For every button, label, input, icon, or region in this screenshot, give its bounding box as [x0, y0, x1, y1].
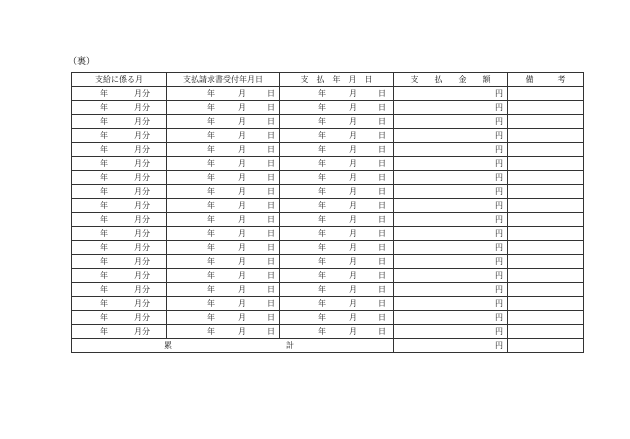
cell-receipt-date: [167, 101, 280, 115]
month-label: 月: [238, 159, 246, 168]
yen-label: 円: [495, 145, 503, 154]
cell-payment-date: [280, 283, 394, 297]
cell-payment-month: [72, 283, 167, 297]
day-label: 日: [267, 103, 275, 112]
year-label: 年: [207, 257, 215, 266]
month-label: 月: [349, 243, 357, 252]
month-portion-label: 月分: [134, 229, 150, 238]
day-label: 日: [378, 215, 386, 224]
year-label: 年: [207, 285, 215, 294]
cell-payment-date: [280, 325, 394, 339]
month-portion-label: 月分: [134, 145, 150, 154]
day-label: 日: [267, 313, 275, 322]
day-label: 日: [378, 173, 386, 182]
total-row: [72, 339, 584, 353]
month-label: 月: [349, 313, 357, 322]
cell-receipt-date: [167, 283, 280, 297]
month-label: 月: [238, 285, 246, 294]
month-label: 月: [238, 299, 246, 308]
cell-payment-month: [72, 101, 167, 115]
day-label: 日: [378, 187, 386, 196]
table-row: [72, 269, 584, 283]
day-label: 日: [378, 327, 386, 336]
year-label: 年: [318, 89, 326, 98]
header-row: [72, 73, 584, 87]
day-label: 日: [267, 201, 275, 210]
cell-amount: [394, 129, 508, 143]
cell-payment-date: [280, 311, 394, 325]
cell-payment-date: [280, 115, 394, 129]
cell-payment-month: [72, 171, 167, 185]
month-label: 月: [349, 285, 357, 294]
cell-remarks: [508, 297, 584, 311]
year-label: 年: [207, 117, 215, 126]
cell-remarks: [508, 213, 584, 227]
cell-payment-date: [280, 255, 394, 269]
month-label: 月: [238, 187, 246, 196]
year-label: 年: [207, 145, 215, 154]
cell-remarks: [508, 87, 584, 101]
month-portion-label: 月分: [134, 201, 150, 210]
header-receipt-date: 支払請求書受付年月日: [167, 73, 280, 87]
cell-receipt-date: [167, 227, 280, 241]
cell-remarks: [508, 101, 584, 115]
cell-receipt-date: [167, 185, 280, 199]
cell-remarks: [508, 325, 584, 339]
table-row: [72, 241, 584, 255]
day-label: 日: [267, 159, 275, 168]
table-row: [72, 213, 584, 227]
cell-payment-date: [280, 199, 394, 213]
day-label: 日: [267, 173, 275, 182]
year-label: 年: [318, 201, 326, 210]
table-row: [72, 101, 584, 115]
day-label: 日: [267, 285, 275, 294]
yen-label: 円: [495, 201, 503, 210]
table-row: [72, 255, 584, 269]
month-portion-label: 月分: [134, 131, 150, 140]
year-label: 年: [207, 243, 215, 252]
month-portion-label: 月分: [134, 257, 150, 266]
year-label: 年: [100, 173, 108, 182]
year-label: 年: [207, 327, 215, 336]
cell-remarks: [508, 115, 584, 129]
month-portion-label: 月分: [134, 173, 150, 182]
cell-remarks: [508, 199, 584, 213]
year-label: 年: [207, 159, 215, 168]
month-label: 月: [349, 159, 357, 168]
year-label: 年: [100, 103, 108, 112]
year-label: 年: [318, 131, 326, 140]
year-label: 年: [100, 299, 108, 308]
cell-payment-date: [280, 171, 394, 185]
yen-label: 円: [495, 89, 503, 98]
cell-amount: [394, 157, 508, 171]
day-label: 日: [267, 89, 275, 98]
month-portion-label: 月分: [134, 299, 150, 308]
year-label: 年: [318, 159, 326, 168]
yen-label: 円: [495, 299, 503, 308]
day-label: 日: [378, 159, 386, 168]
month-portion-label: 月分: [134, 285, 150, 294]
year-label: 年: [100, 243, 108, 252]
month-label: 月: [238, 215, 246, 224]
cell-payment-date: [280, 143, 394, 157]
year-label: 年: [100, 285, 108, 294]
year-label: 年: [318, 229, 326, 238]
month-portion-label: 月分: [134, 89, 150, 98]
yen-label: 円: [495, 327, 503, 336]
year-label: 年: [207, 271, 215, 280]
cell-receipt-date: [167, 87, 280, 101]
cell-amount: [394, 143, 508, 157]
month-label: 月: [238, 145, 246, 154]
month-portion-label: 月分: [134, 103, 150, 112]
cell-receipt-date: [167, 171, 280, 185]
yen-label: 円: [495, 243, 503, 252]
month-label: 月: [238, 313, 246, 322]
month-label: 月: [238, 103, 246, 112]
table-row: [72, 157, 584, 171]
year-label: 年: [100, 271, 108, 280]
month-portion-label: 月分: [134, 271, 150, 280]
yen-label: 円: [495, 215, 503, 224]
cell-remarks: [508, 157, 584, 171]
day-label: 日: [267, 187, 275, 196]
year-label: 年: [318, 271, 326, 280]
cell-total-label: [72, 339, 394, 353]
cell-receipt-date: [167, 241, 280, 255]
cell-receipt-date: [167, 255, 280, 269]
cell-payment-month: [72, 129, 167, 143]
month-label: 月: [349, 187, 357, 196]
cell-receipt-date: [167, 269, 280, 283]
header-payment-date: 支 払 年 月 日: [280, 73, 394, 87]
day-label: 日: [267, 327, 275, 336]
year-label: 年: [318, 173, 326, 182]
year-label: 年: [207, 313, 215, 322]
table-row: [72, 283, 584, 297]
cell-payment-date: [280, 129, 394, 143]
cell-total-remarks: [508, 339, 584, 353]
month-label: 月: [349, 117, 357, 126]
cell-payment-month: [72, 269, 167, 283]
cell-receipt-date: [167, 143, 280, 157]
header-remarks: 備 考: [508, 73, 584, 87]
cell-amount: [394, 227, 508, 241]
year-label: 年: [100, 117, 108, 126]
month-label: 月: [349, 271, 357, 280]
day-label: 日: [267, 117, 275, 126]
year-label: 年: [207, 299, 215, 308]
year-label: 年: [207, 201, 215, 210]
cell-remarks: [508, 311, 584, 325]
day-label: 日: [378, 243, 386, 252]
cell-amount: [394, 325, 508, 339]
year-label: 年: [207, 131, 215, 140]
cell-remarks: [508, 185, 584, 199]
day-label: 日: [267, 271, 275, 280]
year-label: 年: [207, 103, 215, 112]
yen-label: 円: [495, 257, 503, 266]
month-label: 月: [238, 117, 246, 126]
table-row: [72, 185, 584, 199]
day-label: 日: [378, 285, 386, 294]
table-row: [72, 171, 584, 185]
cell-payment-month: [72, 199, 167, 213]
month-label: 月: [349, 103, 357, 112]
cell-amount: [394, 311, 508, 325]
cell-remarks: [508, 143, 584, 157]
year-label: 年: [207, 187, 215, 196]
month-label: 月: [349, 215, 357, 224]
day-label: 日: [378, 103, 386, 112]
month-portion-label: 月分: [134, 327, 150, 336]
year-label: 年: [100, 159, 108, 168]
year-label: 年: [318, 285, 326, 294]
year-label: 年: [100, 145, 108, 154]
cell-payment-month: [72, 115, 167, 129]
cell-amount: [394, 269, 508, 283]
month-label: 月: [349, 201, 357, 210]
table-row: [72, 199, 584, 213]
cell-payment-date: [280, 101, 394, 115]
cell-payment-month: [72, 255, 167, 269]
cell-payment-date: [280, 241, 394, 255]
total-label-right: 計: [286, 341, 294, 350]
cell-payment-month: [72, 87, 167, 101]
table-row: [72, 143, 584, 157]
cell-remarks: [508, 241, 584, 255]
year-label: 年: [100, 201, 108, 210]
day-label: 日: [378, 229, 386, 238]
month-label: 月: [349, 145, 357, 154]
month-portion-label: 月分: [134, 117, 150, 126]
cell-remarks: [508, 171, 584, 185]
cell-payment-month: [72, 185, 167, 199]
table-row: [72, 325, 584, 339]
day-label: 日: [267, 215, 275, 224]
table-row: [72, 311, 584, 325]
day-label: 日: [378, 257, 386, 266]
header-payment-month: 支給に係る月: [72, 73, 167, 87]
cell-amount: [394, 87, 508, 101]
month-label: 月: [238, 201, 246, 210]
cell-payment-date: [280, 87, 394, 101]
cell-remarks: [508, 255, 584, 269]
month-portion-label: 月分: [134, 243, 150, 252]
year-label: 年: [318, 145, 326, 154]
cell-remarks: [508, 227, 584, 241]
year-label: 年: [318, 243, 326, 252]
year-label: 年: [318, 103, 326, 112]
day-label: 日: [378, 299, 386, 308]
year-label: 年: [318, 215, 326, 224]
cell-receipt-date: [167, 297, 280, 311]
month-label: 月: [238, 173, 246, 182]
cell-amount: [394, 297, 508, 311]
cell-payment-month: [72, 143, 167, 157]
ledger-body: [72, 87, 584, 353]
month-label: 月: [349, 131, 357, 140]
month-label: 月: [238, 229, 246, 238]
year-label: 年: [318, 327, 326, 336]
day-label: 日: [378, 131, 386, 140]
day-label: 日: [267, 257, 275, 266]
cell-total-amount: [394, 339, 508, 353]
cell-receipt-date: [167, 311, 280, 325]
table-row: [72, 227, 584, 241]
year-label: 年: [207, 229, 215, 238]
year-label: 年: [100, 257, 108, 266]
cell-amount: [394, 171, 508, 185]
table-row: [72, 297, 584, 311]
day-label: 日: [267, 299, 275, 308]
yen-label: 円: [495, 229, 503, 238]
cell-receipt-date: [167, 325, 280, 339]
year-label: 年: [100, 187, 108, 196]
day-label: 日: [378, 89, 386, 98]
year-label: 年: [318, 117, 326, 126]
cell-payment-month: [72, 241, 167, 255]
day-label: 日: [378, 117, 386, 126]
cell-amount: [394, 101, 508, 115]
year-label: 年: [100, 215, 108, 224]
cell-payment-date: [280, 297, 394, 311]
cell-receipt-date: [167, 115, 280, 129]
year-label: 年: [207, 173, 215, 182]
day-label: 日: [267, 229, 275, 238]
yen-label: 円: [495, 117, 503, 126]
cell-amount: [394, 199, 508, 213]
yen-label: 円: [495, 271, 503, 280]
cell-payment-date: [280, 269, 394, 283]
year-label: 年: [100, 229, 108, 238]
month-label: 月: [238, 327, 246, 336]
year-label: 年: [318, 187, 326, 196]
yen-label: 円: [495, 285, 503, 294]
cell-payment-month: [72, 297, 167, 311]
year-label: 年: [207, 215, 215, 224]
month-portion-label: 月分: [134, 159, 150, 168]
cell-payment-date: [280, 227, 394, 241]
day-label: 日: [378, 145, 386, 154]
table-row: [72, 115, 584, 129]
cell-remarks: [508, 269, 584, 283]
cell-payment-month: [72, 227, 167, 241]
cell-amount: [394, 115, 508, 129]
cell-payment-date: [280, 157, 394, 171]
year-label: 年: [207, 89, 215, 98]
cell-amount: [394, 241, 508, 255]
cell-receipt-date: [167, 129, 280, 143]
table-row: [72, 87, 584, 101]
year-label: 年: [318, 299, 326, 308]
month-label: 月: [349, 299, 357, 308]
yen-label: 円: [495, 341, 503, 350]
yen-label: 円: [495, 159, 503, 168]
yen-label: 円: [495, 313, 503, 322]
month-portion-label: 月分: [134, 187, 150, 196]
day-label: 日: [267, 145, 275, 154]
cell-receipt-date: [167, 157, 280, 171]
total-label-left: 累: [164, 341, 172, 350]
day-label: 日: [378, 313, 386, 322]
month-label: 月: [238, 243, 246, 252]
cell-amount: [394, 255, 508, 269]
cell-payment-month: [72, 213, 167, 227]
year-label: 年: [100, 131, 108, 140]
day-label: 日: [378, 271, 386, 280]
cell-amount: [394, 283, 508, 297]
year-label: 年: [100, 313, 108, 322]
cell-receipt-date: [167, 199, 280, 213]
year-label: 年: [318, 313, 326, 322]
payment-ledger-table: [71, 72, 584, 353]
year-label: 年: [100, 89, 108, 98]
cell-remarks: [508, 283, 584, 297]
page-side-label: （裏）: [68, 57, 96, 67]
month-label: 月: [349, 173, 357, 182]
month-label: 月: [238, 131, 246, 140]
month-label: 月: [349, 89, 357, 98]
month-label: 月: [349, 327, 357, 336]
month-label: 月: [238, 89, 246, 98]
yen-label: 円: [495, 131, 503, 140]
cell-payment-month: [72, 311, 167, 325]
header-amount: 支 払 金 額: [394, 73, 508, 87]
cell-payment-month: [72, 325, 167, 339]
cell-amount: [394, 185, 508, 199]
yen-label: 円: [495, 173, 503, 182]
year-label: 年: [100, 327, 108, 336]
month-label: 月: [238, 271, 246, 280]
month-label: 月: [349, 229, 357, 238]
month-label: 月: [349, 257, 357, 266]
cell-payment-date: [280, 185, 394, 199]
cell-amount: [394, 213, 508, 227]
cell-remarks: [508, 129, 584, 143]
day-label: 日: [378, 201, 386, 210]
year-label: 年: [318, 257, 326, 266]
yen-label: 円: [495, 187, 503, 196]
month-portion-label: 月分: [134, 215, 150, 224]
day-label: 日: [267, 243, 275, 252]
day-label: 日: [267, 131, 275, 140]
cell-payment-date: [280, 213, 394, 227]
month-portion-label: 月分: [134, 313, 150, 322]
yen-label: 円: [495, 103, 503, 112]
cell-payment-month: [72, 157, 167, 171]
cell-receipt-date: [167, 213, 280, 227]
month-label: 月: [238, 257, 246, 266]
table-row: [72, 129, 584, 143]
